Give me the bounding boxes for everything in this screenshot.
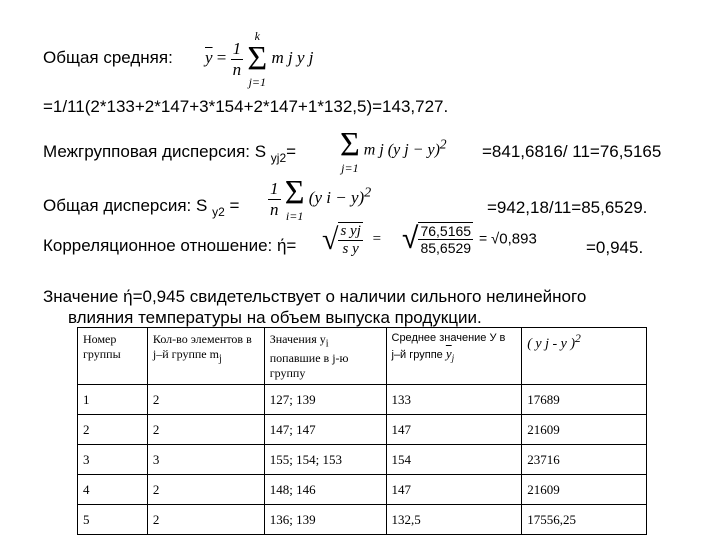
total-label-sub: y2: [212, 205, 225, 219]
table-row: [78, 415, 647, 445]
correlation-label: Корреляционное отношение: ή=: [43, 236, 297, 255]
intergroup-eq: =: [286, 142, 297, 161]
cell-values: 147; 147: [264, 415, 386, 445]
correlation-root2: √ $\frac{76,5165}{85,6529}$ = √0,893: [402, 222, 537, 256]
mean-summand: m j y j: [271, 47, 314, 67]
cell-mean: 154: [386, 445, 522, 475]
mean-label: Общая средняя:: [43, 48, 173, 67]
cell-count: 2: [147, 505, 264, 535]
intergroup-power: 2: [439, 136, 447, 152]
total-sum-bottom: i=1: [285, 209, 304, 223]
mean-frac-num: 1: [232, 38, 242, 58]
conclusion-line1: Значение ή=0,945 свидетельствует о наличии сильного нелинейного: [43, 287, 587, 306]
cell-mean: 133: [386, 385, 522, 415]
mean-fraction: [231, 39, 244, 80]
cell-values: 136; 139: [264, 505, 386, 535]
total-power: 2: [364, 184, 372, 201]
mean-sum: k Σ j=1: [247, 29, 268, 89]
intergroup-variance-label: [43, 142, 297, 165]
correlation-root1: √ $\frac{\text{s yj}}{\text{s y}}$ =: [322, 223, 382, 257]
root2-num: 76,5165: [420, 223, 472, 239]
table-row: [78, 475, 647, 505]
total-variance-label: [43, 196, 240, 219]
cell-group: 4: [78, 475, 148, 505]
cell-count: 2: [147, 475, 264, 505]
intergroup-label-text: Межгрупповая дисперсия: S: [43, 142, 267, 161]
root1-den: s y: [342, 241, 359, 257]
cell-count: 2: [147, 385, 264, 415]
cell-deviation: 17689: [522, 385, 647, 415]
total-frac-den: n: [270, 199, 279, 219]
cell-group: 3: [78, 445, 148, 475]
correlation-root1-frac: [338, 222, 362, 258]
total-summand: (y i − y): [308, 187, 365, 207]
root1-num: s yj: [340, 223, 361, 239]
mean-sum-bottom: j=1: [248, 75, 266, 89]
header-mean-symbol: $\overline{y}$: [445, 345, 452, 361]
intergroup-result: =841,6816/ 11=76,5165: [482, 142, 662, 161]
cell-mean: 147: [386, 475, 522, 505]
table-row: [78, 385, 647, 415]
header-group-mean: Среднее значение У в j–й группе $\overline{y}_j$: [386, 328, 522, 385]
header-element-count: Кол-во элементов в j–й группе $m_j$: [147, 328, 264, 385]
conclusion-line2: влияния температуры на объем выпуска продукции.: [68, 308, 482, 327]
mean-frac-den: n: [232, 59, 242, 79]
correlation-root2-frac: [418, 222, 473, 256]
mean-calculation: =1/11(2*133+2*147+3*154+2*147+1*132,5)=143,727.: [43, 97, 449, 116]
table-row: [78, 505, 647, 535]
cell-values: 148; 146: [264, 475, 386, 505]
total-fraction: [268, 179, 281, 220]
root2-den: 85,6529: [420, 240, 472, 256]
total-result: =942,18/11=85,6529.: [487, 198, 648, 217]
mean-sum-top: k: [254, 29, 260, 43]
correlation-result: =0,945.: [586, 238, 644, 257]
cell-count: 3: [147, 445, 264, 475]
cell-deviation: 21609: [522, 475, 647, 505]
total-eq: =: [229, 196, 240, 215]
cell-deviation: 17556,25: [522, 505, 647, 535]
header-group-number: Номер группы: [78, 328, 148, 385]
cell-deviation: 23716: [522, 445, 647, 475]
mean-lhs: $\overline{y}$: [205, 47, 213, 67]
groups-table: [77, 327, 647, 535]
total-formula: [268, 176, 371, 222]
table-header-row: [78, 328, 647, 385]
cell-values: 155; 154; 153: [264, 445, 386, 475]
cell-values: 127; 139: [264, 385, 386, 415]
header-values: Значения $y_i$ попавшие в j-ю группу: [264, 328, 386, 385]
total-label-text: Общая дисперсия: S: [43, 196, 208, 215]
root-approx: √0,893: [491, 230, 537, 248]
intergroup-sum-bottom: j=1: [341, 161, 359, 175]
cell-group: 1: [78, 385, 148, 415]
mean-formula: $\overline{y}$ = $\frac{1}{n}$ k Σ j=1 m j y j: [205, 29, 314, 89]
cell-count: 2: [147, 415, 264, 445]
intergroup-label-sub: yj2: [270, 151, 287, 165]
cell-mean: 132,5: [386, 505, 522, 535]
intergroup-sum: Σ j=1: [340, 126, 360, 175]
table-row: [78, 445, 647, 475]
total-sum: Σ i=1: [284, 174, 305, 223]
header-squared-deviation: ( y j - y )$^2$: [522, 328, 647, 385]
cell-group: 5: [78, 505, 148, 535]
intergroup-formula: [340, 128, 447, 174]
cell-group: 2: [78, 415, 148, 445]
cell-mean: 147: [386, 415, 522, 445]
intergroup-summand: m j (y j − y): [363, 141, 440, 159]
total-frac-num: 1: [270, 178, 279, 198]
cell-deviation: 21609: [522, 415, 647, 445]
